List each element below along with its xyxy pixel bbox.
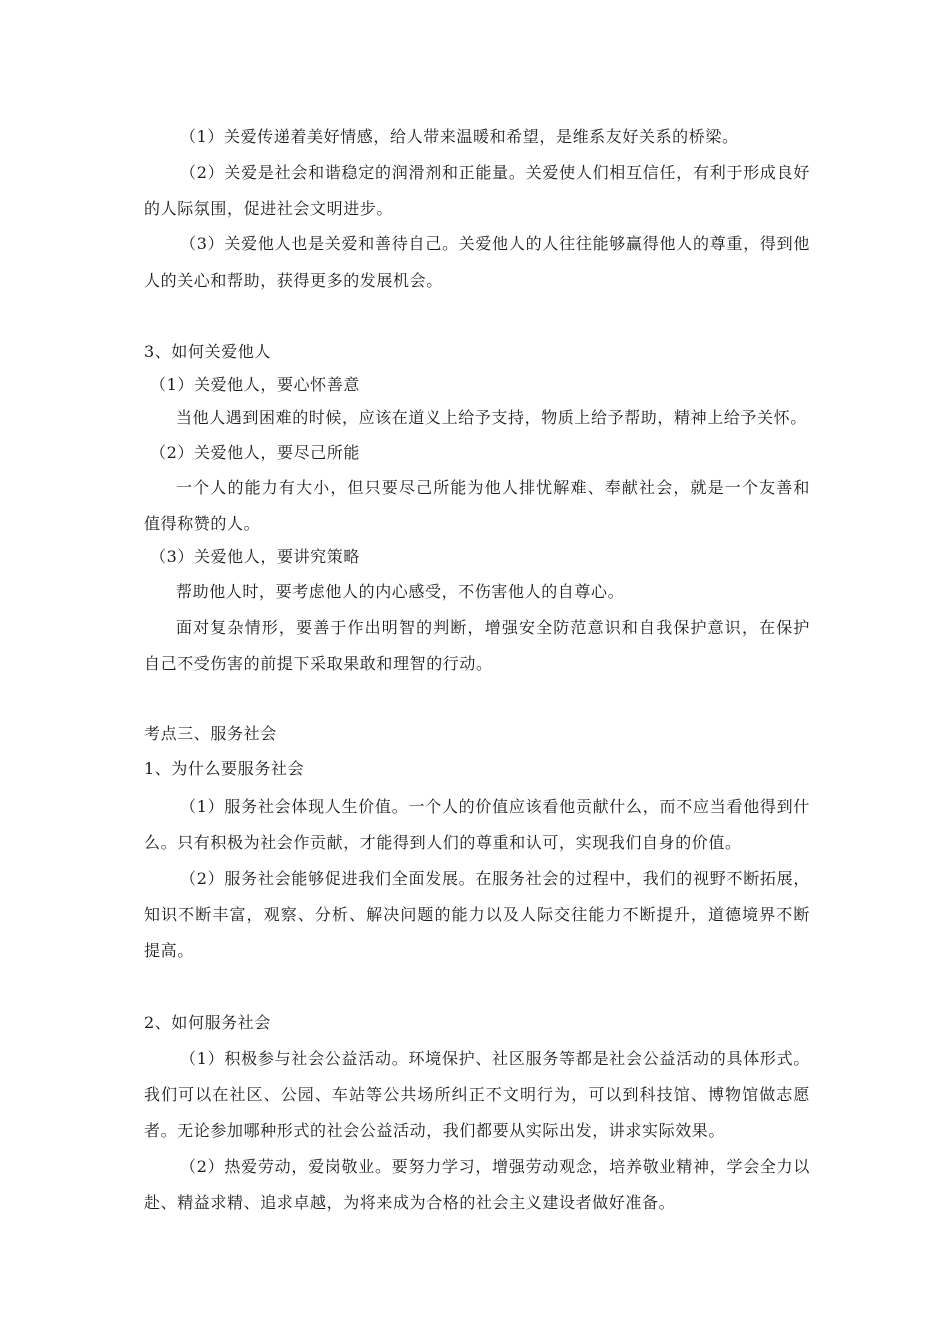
paragraph-line: 自己不受伤害的前提下采取果敢和理智的行动。 xyxy=(144,654,493,673)
paragraph-line: （2）热爱劳动，爱岗敬业。要努力学习，增强劳动观念，培养敬业精神，学会全力以 xyxy=(180,1157,810,1176)
paragraph-line: 我们可以在社区、公园、车站等公共场所纠正不文明行为，可以到科技馆、博物馆做志愿 xyxy=(144,1085,810,1104)
paragraph-line: 值得称赞的人。 xyxy=(144,514,261,533)
paragraph-line: （2）服务社会能够促进我们全面发展。在服务社会的过程中，我们的视野不断拓展， xyxy=(180,869,810,888)
paragraph-line: 提高。 xyxy=(144,941,194,960)
paragraph-line: 知识不断丰富，观察、分析、解决问题的能力以及人际交往能力不断提升，道德境界不断 xyxy=(144,905,810,924)
paragraph-line: 者。无论参加哪种形式的社会公益活动，我们都要从实际出发，讲求实际效果。 xyxy=(144,1121,726,1140)
section-heading: 考点三、服务社会 xyxy=(144,724,277,743)
paragraph-line: （1）积极参与社会公益活动。环境保护、社区服务等都是社会公益活动的具体形式。 xyxy=(180,1049,810,1068)
paragraph-line: （2）关爱是社会和谐稳定的润滑剂和正能量。关爱使人们相互信任，有利于形成良好 xyxy=(180,163,810,182)
subheading: （3）关爱他人，要讲究策略 xyxy=(150,547,360,566)
paragraph-line: 帮助他人时，要考虑他人的内心感受，不伤害他人的自尊心。 xyxy=(176,582,625,601)
section-heading: 1、为什么要服务社会 xyxy=(144,759,305,778)
paragraph-line: 赴、精益求精、追求卓越，为将来成为合格的社会主义建设者做好准备。 xyxy=(144,1193,676,1212)
paragraph-line: 一个人的能力有大小，但只要尽己所能为他人排忧解难、奉献社会，就是一个友善和 xyxy=(176,478,810,497)
subheading: （2）关爱他人，要尽己所能 xyxy=(150,443,360,462)
paragraph-line: （1）服务社会体现人生价值。一个人的价值应该看他贡献什么，而不应当看他得到什 xyxy=(180,797,810,816)
paragraph-line: 面对复杂情形，要善于作出明智的判断，增强安全防范意识和自我保护意识，在保护 xyxy=(176,618,810,637)
section-heading: 2、如何服务社会 xyxy=(144,1013,271,1032)
paragraph-line: （1）关爱传递着美好情感，给人带来温暖和希望，是维系友好关系的桥梁。 xyxy=(180,127,739,146)
paragraph-line: （3）关爱他人也是关爱和善待自己。关爱他人的人往往能够赢得他人的尊重，得到他 xyxy=(180,234,810,253)
subheading: （1）关爱他人，要心怀善意 xyxy=(150,375,360,394)
paragraph-line: 的人际氛围，促进社会文明进步。 xyxy=(144,199,394,218)
paragraph-line: 人的关心和帮助，获得更多的发展机会。 xyxy=(144,271,443,290)
paragraph-line: 当他人遇到困难的时候，应该在道义上给予支持，物质上给予帮助，精神上给予关怀。 xyxy=(176,408,807,427)
section-heading: 3、如何关爱他人 xyxy=(144,342,271,361)
paragraph-line: 么。只有积极为社会作贡献，才能得到人们的尊重和认可，实现我们自身的价值。 xyxy=(144,833,742,852)
